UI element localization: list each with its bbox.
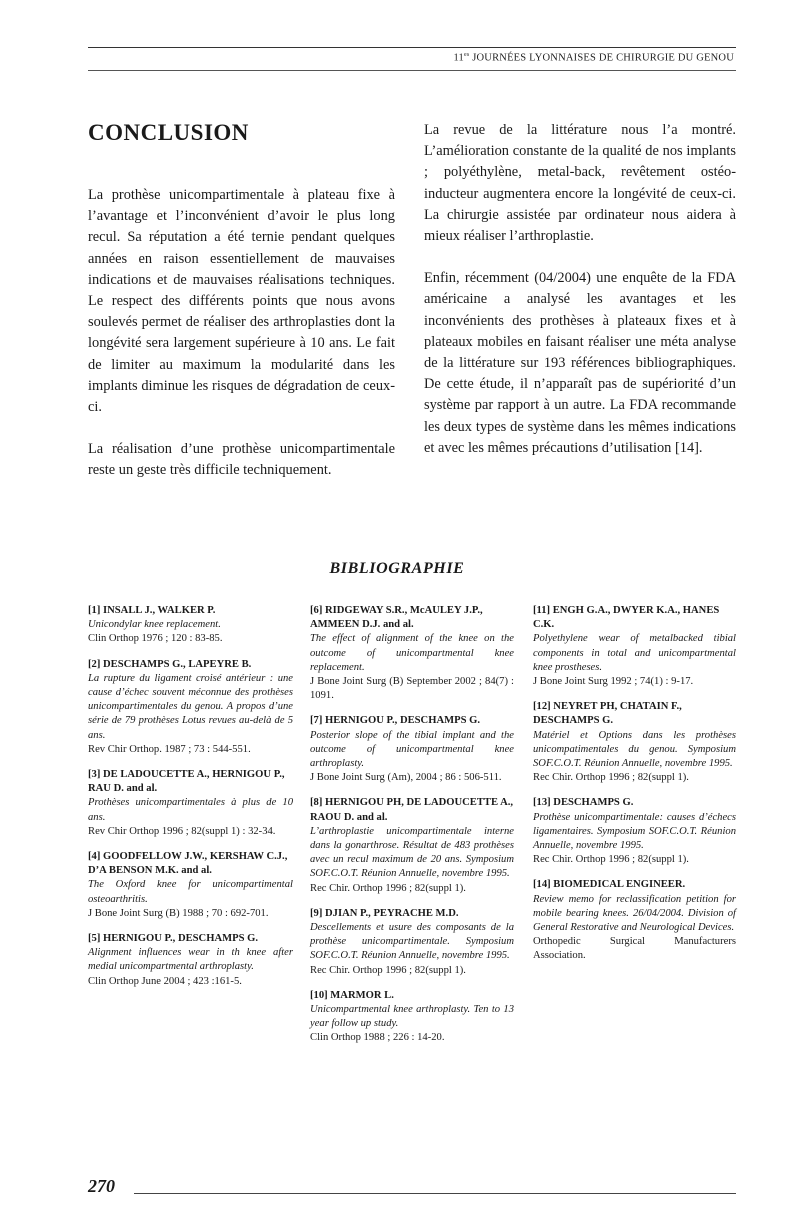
reference-title: Posterior slope of the tibial implant and the outcome of unicompartmental knee arthroplasty. — [310, 729, 514, 770]
body-column-right — [424, 120, 736, 480]
reference-item — [310, 604, 514, 703]
reference-source: Rec Chir. Orthop 1996 ; 82(suppl 1). — [310, 882, 466, 894]
paragraph: Enfin, récemment (04/2004) une enquête de la FDA américaine a analysé les avantages et les inconvénients des prothèses à plateaux fixes et à plateaux mobiles en faisant réaliser une méta analyse de la littérature sur 193 références bibliographiques. De cette étude, il n’apparaît pas de supériorité d’un système par rapport à un autre. La FDA recommande les deux types de système dans les mêmes indications et avec les mêmes précautions d’utilisation [14]. — [424, 270, 736, 456]
reference-source: Rev Chir Orthop 1996 ; 82(suppl 1) : 32-34. — [88, 825, 276, 837]
page-number: 270 — [88, 1176, 115, 1196]
reference-item — [310, 907, 514, 978]
reference-authors: [7] HERNIGOU P., DESCHAMPS G. — [310, 715, 481, 727]
reference-source: Rec Chir. Orthop 1996 ; 82(suppl 1). — [533, 854, 689, 866]
reference-item — [310, 796, 514, 895]
reference-authors: [3] DE LADOUCETTE A., HERNIGOU P., RAU D. and al. — [88, 769, 285, 795]
reference-authors: [5] HERNIGOU P., DESCHAMPS G. — [88, 933, 259, 945]
reference-title: The effect of alignment of the knee on the outcome of unicompartmental knee replacement. — [310, 633, 514, 673]
body-column-left — [88, 185, 395, 503]
section-title: CONCLUSION — [88, 120, 249, 145]
paragraph: La revue de la littérature nous l’a montré. L’amélioration constante de la qualité de nos implants ; polyéthylène, metal-back, revêtement ostéo-inducteur augmentera encore la longévité de ceux-ci. La chirurgie assistée par ordinateur nous aidera à mieux réaliser l’arthroplastie. — [424, 122, 736, 245]
reference-authors: [12] NEYRET PH, CHATAIN F., DESCHAMPS G. — [533, 701, 682, 727]
reference-item — [88, 604, 293, 647]
reference-source: J Bone Joint Surg (Am), 2004 ; 86 : 506-511. — [310, 772, 502, 784]
reference-title: L’arthroplastie unicompartimentale interne dans la gonarthrose. Résultat de 483 prothèses avec un recul maximum de 20 ans. Symposium SOF.C.O.T. Réunion Annuelle, novembre 1995. — [310, 825, 514, 880]
reference-authors: [6] RIDGEWAY S.R., McAULEY J.P., AMMEEN D.J. and al. — [310, 605, 483, 631]
bibliography-title: BIBLIOGRAPHIE — [329, 560, 465, 577]
reference-source: J Bone Joint Surg 1992 ; 74(1) : 9-17. — [533, 676, 694, 688]
reference-authors: [14] BIOMEDICAL ENGINEER. — [533, 879, 686, 891]
top-rule — [88, 47, 736, 48]
header-superscript: es — [464, 52, 470, 58]
running-header — [453, 52, 734, 64]
reference-source: Orthopedic Surgical Manufacturers Association. — [533, 936, 736, 962]
header-text: JOURNÉES LYONNAISES DE CHIRURGIE DU GENOU — [469, 52, 734, 64]
reference-authors: [2] DESCHAMPS G., LAPEYRE B. — [88, 658, 252, 670]
reference-source: J Bone Joint Surg (B) September 2002 ; 84(7) : 1091. — [310, 676, 514, 702]
reference-title: Review memo for reclassification petition for mobile bearing knees. 26/04/2004. Division of General Restorative and Neurological Devices. — [533, 893, 736, 934]
reference-source: Rev Chir Orthop. 1987 ; 73 : 544-551. — [88, 743, 251, 755]
bibliography-column-3 — [533, 604, 736, 975]
reference-source: Clin Orthop June 2004 ; 423 :161-5. — [88, 975, 242, 987]
reference-authors: [13] DESCHAMPS G. — [533, 797, 634, 809]
paragraph: La réalisation d’une prothèse unicompartimentale reste un geste très difficile techniquement. — [88, 441, 395, 479]
reference-title: Polyethylene wear of metalbacked tibial components in total and unicompartmental knee prostheses. — [533, 633, 736, 673]
reference-item — [88, 850, 293, 921]
reference-authors: [10] MARMOR L. — [310, 989, 394, 1001]
reference-title: Matériel et Options dans les prothèses unicompatimentales du genou. Symposium SOF.C.O.T. Réunion Annuelle, novembre 1995. — [533, 729, 736, 770]
reference-title: Alignment influences wear in th knee after medial unicompartmental arthroplasty. — [88, 947, 293, 973]
reference-source: Clin Orthop 1988 ; 226 : 14-20. — [310, 1032, 445, 1044]
reference-title: Prothèses unicompartimentales à plus de 10 ans. — [88, 797, 293, 823]
reference-source: Rec Chir. Orthop 1996 ; 82(suppl 1). — [533, 772, 689, 784]
reference-item — [88, 768, 293, 839]
footer-rule — [134, 1193, 736, 1194]
header-number: 11 — [453, 52, 464, 64]
reference-title: La rupture du ligament croisé antérieur : une cause d’échec souvent méconnue des prothèses unicompartimentales du genou. A propos d’une série de 79 prothèses Lotus revues au-delà de 5 ans. — [88, 672, 293, 741]
paragraph: La prothèse unicompartimentale à plateau fixe à l’avantage et l’inconvénient d’avoir le plus long recul. Sa réputation a été ternie pendant quelques années en raison essentiellement de mauvaises indications et de mauvaises réalisations techniques. Le respect des différents points que nous avons soulevés permet de réaliser des arthroplasties dont la longévité sera largement supérieure à 10 ans. Le fait de limiter au maximum la modularité dans les implants diminue les risques de dégradation de ceux-ci. — [88, 187, 395, 416]
reference-title: Unicondylar knee replacement. — [88, 619, 221, 631]
reference-title: Descellements et usure des composants de la prothèse unicompartimentale. Symposium SOF.C.O.T. Réunion Annuelle, novembre 1995. — [310, 922, 514, 962]
reference-item — [88, 658, 293, 757]
reference-source: Rec Chir. Orthop 1996 ; 82(suppl 1). — [310, 964, 466, 976]
reference-authors: [11] ENGH G.A., DWYER K.A., HANES C.K. — [533, 605, 720, 631]
reference-authors: [8] HERNIGOU PH, DE LADOUCETTE A., RAOU D. and al. — [310, 797, 514, 823]
reference-authors: [1] INSALL J., WALKER P. — [88, 605, 216, 616]
reference-item — [310, 989, 514, 1046]
bibliography-column-1 — [88, 604, 293, 1000]
reference-source: J Bone Joint Surg (B) 1988 ; 70 : 692-701. — [88, 907, 269, 919]
reference-item — [533, 604, 736, 689]
header-rule — [88, 70, 736, 71]
reference-authors: [9] DJIAN P., PEYRACHE M.D. — [310, 907, 459, 919]
reference-item — [533, 878, 736, 963]
reference-title: Prothèse unicompartimentale: causes d’échecs ligamentaires. Symposium SOF.C.O.T. Réunion Annuelle, novembre 1995. — [533, 811, 736, 852]
reference-source: Clin Orthop 1976 ; 120 : 83-85. — [88, 633, 223, 645]
bibliography-column-2 — [310, 604, 514, 1057]
reference-authors: [4] GOODFELLOW J.W., KERSHAW C.J., D’A BENSON M.K. and al. — [88, 851, 288, 877]
reference-item — [88, 932, 293, 989]
reference-item — [533, 700, 736, 785]
reference-title: Unicompartmental knee arthroplasty. Ten to 13 year follow up study. — [310, 1004, 514, 1030]
reference-title: The Oxford knee for unicompartimental osteoarthritis. — [88, 879, 293, 905]
reference-item — [533, 796, 736, 867]
reference-item — [310, 714, 514, 785]
